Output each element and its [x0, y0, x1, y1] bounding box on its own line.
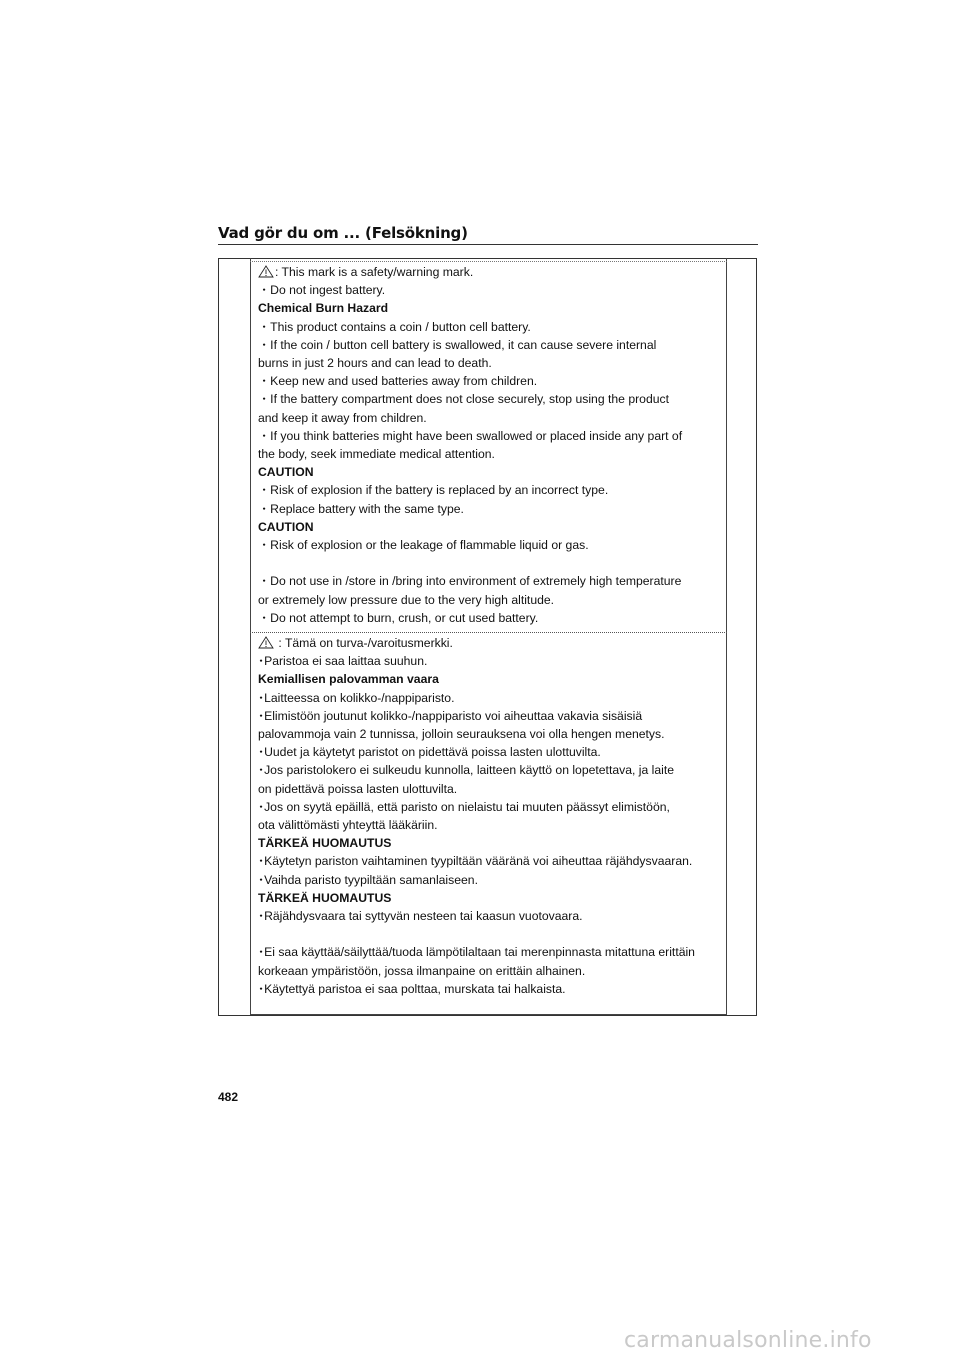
text-line: ・If the battery compartment does not close securely, stop using the product	[258, 392, 669, 407]
text-line: ・If you think batteries might have been swallowed or placed inside any part of	[258, 428, 683, 443]
text-line: the body, seek immediate medical attention.	[258, 447, 495, 462]
page-number: 482	[218, 1090, 239, 1104]
warning-triangle-icon	[258, 265, 274, 278]
text-line: ・Replace battery with the same type.	[258, 501, 464, 516]
text-line: palovammoja vain 2 tunnissa, jolloin seurauksena voi olla hengen menetys.	[258, 727, 665, 742]
section-heading: CAUTION	[258, 465, 314, 480]
section-heading: Chemical Burn Hazard	[258, 301, 389, 316]
finnish-lines	[258, 652, 724, 998]
finnish-warning-section	[258, 634, 724, 998]
text-line: ・This product contains a coin / button cell battery.	[258, 319, 531, 334]
text-line: ・Risk of explosion or the leakage of flammable liquid or gas.	[258, 538, 589, 553]
text-line: ･Jos on syytä epäillä, että paristo on nielaistu tai muuten päässyt elimistöön,	[258, 799, 670, 814]
text-line: ･Käytetyn pariston vaihtaminen tyypiltään vääränä voi aiheuttaa räjähdysvaaran.	[258, 854, 693, 869]
section-heading: CAUTION	[258, 519, 314, 534]
warning-mark-text: : Tämä on turva-/varoitusmerkki.	[275, 636, 453, 650]
english-lines	[258, 281, 724, 627]
text-line	[258, 925, 724, 943]
section-divider	[250, 632, 727, 633]
text-line: or extremely low pressure due to the very high altitude.	[258, 592, 555, 607]
text-line: ･Vaihda paristo tyypiltään samanlaiseen.	[258, 872, 478, 887]
text-line: ・Do not attempt to burn, crush, or cut used battery.	[258, 610, 539, 625]
text-line: ota välittömästi yhteyttä lääkäriin.	[258, 818, 438, 833]
text-line: and keep it away from children.	[258, 410, 427, 425]
text-line: ･Elimistöön joutunut kolikko-/nappiparisto voi aiheuttaa vakavia sisäisiä	[258, 708, 643, 723]
top-dotted-rule	[250, 261, 727, 262]
text-line: ･Uudet ja käytetyt paristot on pidettävä poissa lasten ulottuvilta.	[258, 745, 601, 760]
section-heading: TÄRKEÄ HUOMAUTUS	[258, 836, 392, 851]
text-line: ･Laitteessa on kolikko-/nappiparisto.	[258, 690, 455, 705]
english-warning-section	[258, 263, 724, 627]
text-line: ･Räjähdysvaara tai syttyvän nesteen tai kaasun vuotovaara.	[258, 909, 583, 924]
page-header-title: Vad gör du om ... (Felsökning)	[218, 224, 468, 242]
text-line: korkeaan ympäristöön, jossa ilmanpaine on erittäin alhainen.	[258, 963, 586, 978]
header-rule	[218, 244, 758, 245]
text-line: ・Keep new and used batteries away from children.	[258, 374, 538, 389]
text-line: ・Do not use in /store in /bring into environment of extremely high temperature	[258, 574, 682, 589]
text-line: on pidettävä poissa lasten ulottuvilta.	[258, 781, 458, 796]
warning-triangle-icon	[258, 636, 274, 649]
warning-mark-line	[258, 634, 724, 652]
section-heading: Kemiallisen palovamman vaara	[258, 672, 439, 687]
text-line	[258, 554, 724, 572]
text-line: ･Ei saa käyttää/säilyttää/tuoda lämpötilaltaan tai merenpinnasta mitattuna erittäin	[258, 945, 695, 960]
warning-mark-line	[258, 263, 724, 281]
section-heading: TÄRKEÄ HUOMAUTUS	[258, 890, 392, 905]
text-line: ・Risk of explosion if the battery is replaced by an incorrect type.	[258, 483, 609, 498]
text-line: ･Käytettyä paristoa ei saa polttaa, murskata tai halkaista.	[258, 981, 566, 996]
text-line: burns in just 2 hours and can lead to death.	[258, 356, 492, 371]
watermark: carmanualsonline.info	[624, 1328, 872, 1353]
text-line: ・Do not ingest battery.	[258, 283, 386, 298]
text-line: ･Paristoa ei saa laittaa suuhun.	[258, 654, 428, 669]
text-line: ･Jos paristolokero ei sulkeudu kunnolla, laitteen käyttö on lopetettava, ja laite	[258, 763, 674, 778]
warning-mark-text: : This mark is a safety/warning mark.	[275, 265, 474, 279]
text-line: ・If the coin / button cell battery is swallowed, it can cause severe internal	[258, 337, 657, 352]
